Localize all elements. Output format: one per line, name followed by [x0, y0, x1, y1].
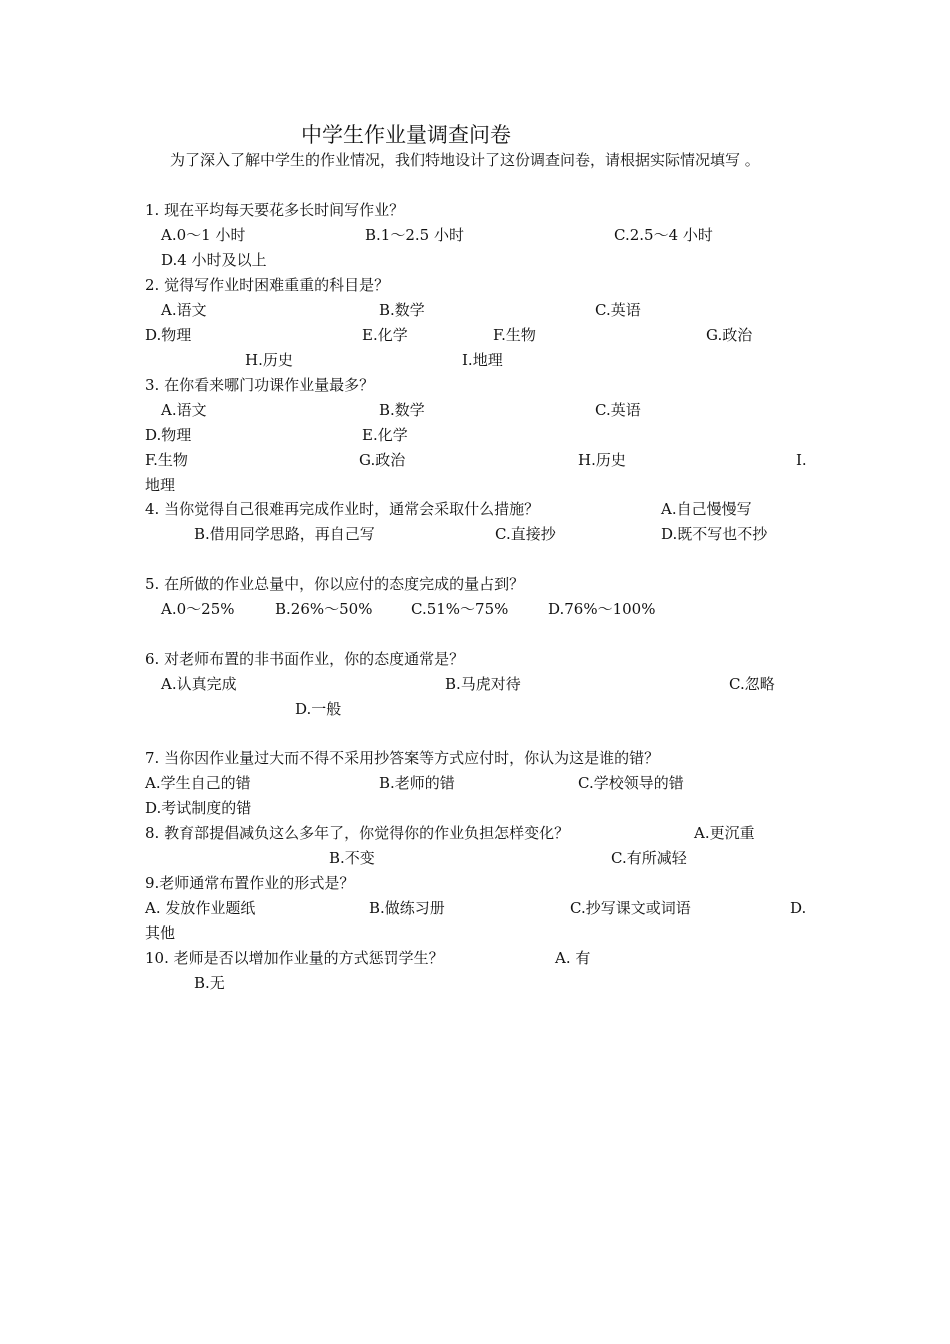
- question-5: 5. 在所做的作业总量中，你以应付的态度完成的量占到？: [145, 575, 525, 593]
- q3-option-h: H.历史: [578, 451, 626, 469]
- q1-option-a: A.0～1 小时: [161, 226, 246, 244]
- question-1: 1. 现在平均每天要花多长时间写作业？: [145, 201, 405, 219]
- q6-option-d: D.一般: [295, 700, 342, 718]
- q6-option-a: A.认真完成: [161, 675, 237, 693]
- q3-option-f: F.生物: [145, 451, 188, 469]
- q5-option-d: D.76%～100%: [548, 600, 656, 618]
- q2-option-e: E.化学: [362, 326, 408, 344]
- q1-option-d: D.4 小时及以上: [161, 251, 267, 269]
- q9-option-d-text: 其他: [145, 924, 176, 942]
- q8-option-b: B.不变: [329, 849, 375, 867]
- q3-option-c: C.英语: [595, 401, 641, 419]
- q4-option-c: C.直接抄: [495, 525, 556, 543]
- page-title: 中学生作业量调查问卷: [301, 123, 511, 147]
- question-2: 2. 觉得写作业时困难重重的科目是？: [145, 276, 390, 294]
- q2-option-b: B.数学: [379, 301, 425, 319]
- q3-option-g: G.政治: [359, 451, 406, 469]
- q1-option-b: B.1～2.5 小时: [365, 226, 464, 244]
- q3-option-i-text: 地理: [145, 476, 176, 494]
- q2-option-i: I.地理: [462, 351, 503, 369]
- q9-option-c: C.抄写课文或词语: [570, 899, 691, 917]
- q5-option-a: A.0～25%: [161, 600, 235, 618]
- q6-option-c: C.忽略: [729, 675, 775, 693]
- q9-option-d-prefix: D.: [790, 899, 807, 917]
- q1-option-c: C.2.5～4 小时: [614, 226, 713, 244]
- q3-option-d: D.物理: [145, 426, 192, 444]
- q7-option-d: D.考试制度的错: [145, 799, 252, 817]
- q5-option-b: B.26%～50%: [275, 600, 373, 618]
- q5-option-c: C.51%～75%: [411, 600, 509, 618]
- question-6: 6. 对老师布置的非书面作业，你的态度通常是？: [145, 650, 465, 668]
- q8-option-a: A.更沉重: [694, 824, 755, 842]
- question-8: 8. 教育部提倡减负这么多年了，你觉得你的作业负担怎样变化？: [145, 824, 570, 842]
- q2-option-f: F.生物: [493, 326, 536, 344]
- q9-option-a: A. 发放作业题纸: [145, 899, 256, 917]
- q4-option-d: D.既不写也不抄: [661, 525, 768, 543]
- q8-option-c: C.有所减轻: [611, 849, 687, 867]
- q2-option-h: H.历史: [245, 351, 293, 369]
- question-3: 3. 在你看来哪门功课作业量最多？: [145, 376, 375, 394]
- q7-option-b: B.老师的错: [379, 774, 455, 792]
- q6-option-b: B.马虎对待: [445, 675, 521, 693]
- q3-option-e: E.化学: [362, 426, 408, 444]
- q2-option-c: C.英语: [595, 301, 641, 319]
- q10-option-a: A. 有: [555, 949, 591, 967]
- q9-option-b: B.做练习册: [369, 899, 445, 917]
- question-7: 7. 当你因作业量过大而不得不采用抄答案等方式应付时，你认为这是谁的错？: [145, 749, 660, 767]
- q3-option-a: A.语文: [161, 401, 207, 419]
- q4-option-a: A.自己慢慢写: [661, 500, 752, 518]
- q3-option-b: B.数学: [379, 401, 425, 419]
- question-10: 10. 老师是否以增加作业量的方式惩罚学生？: [145, 949, 444, 967]
- q2-option-a: A.语文: [161, 301, 207, 319]
- q2-option-g: G.政治: [706, 326, 753, 344]
- q2-option-d: D.物理: [145, 326, 192, 344]
- question-9: 9.老师通常布置作业的形式是？: [145, 874, 355, 892]
- q7-option-a: A.学生自己的错: [145, 774, 251, 792]
- q7-option-c: C.学校领导的错: [578, 774, 684, 792]
- q4-option-b: B.借用同学思路，再自己写: [194, 525, 375, 543]
- intro-text: 为了深入了解中学生的作业情况，我们特地设计了这份调查问卷，请根据实际情况填写 。: [170, 151, 760, 169]
- q3-option-i-prefix: I.: [796, 451, 807, 469]
- question-4: 4. 当你觉得自己很难再完成作业时，通常会采取什么措施？: [145, 500, 540, 518]
- q10-option-b: B.无: [194, 974, 225, 992]
